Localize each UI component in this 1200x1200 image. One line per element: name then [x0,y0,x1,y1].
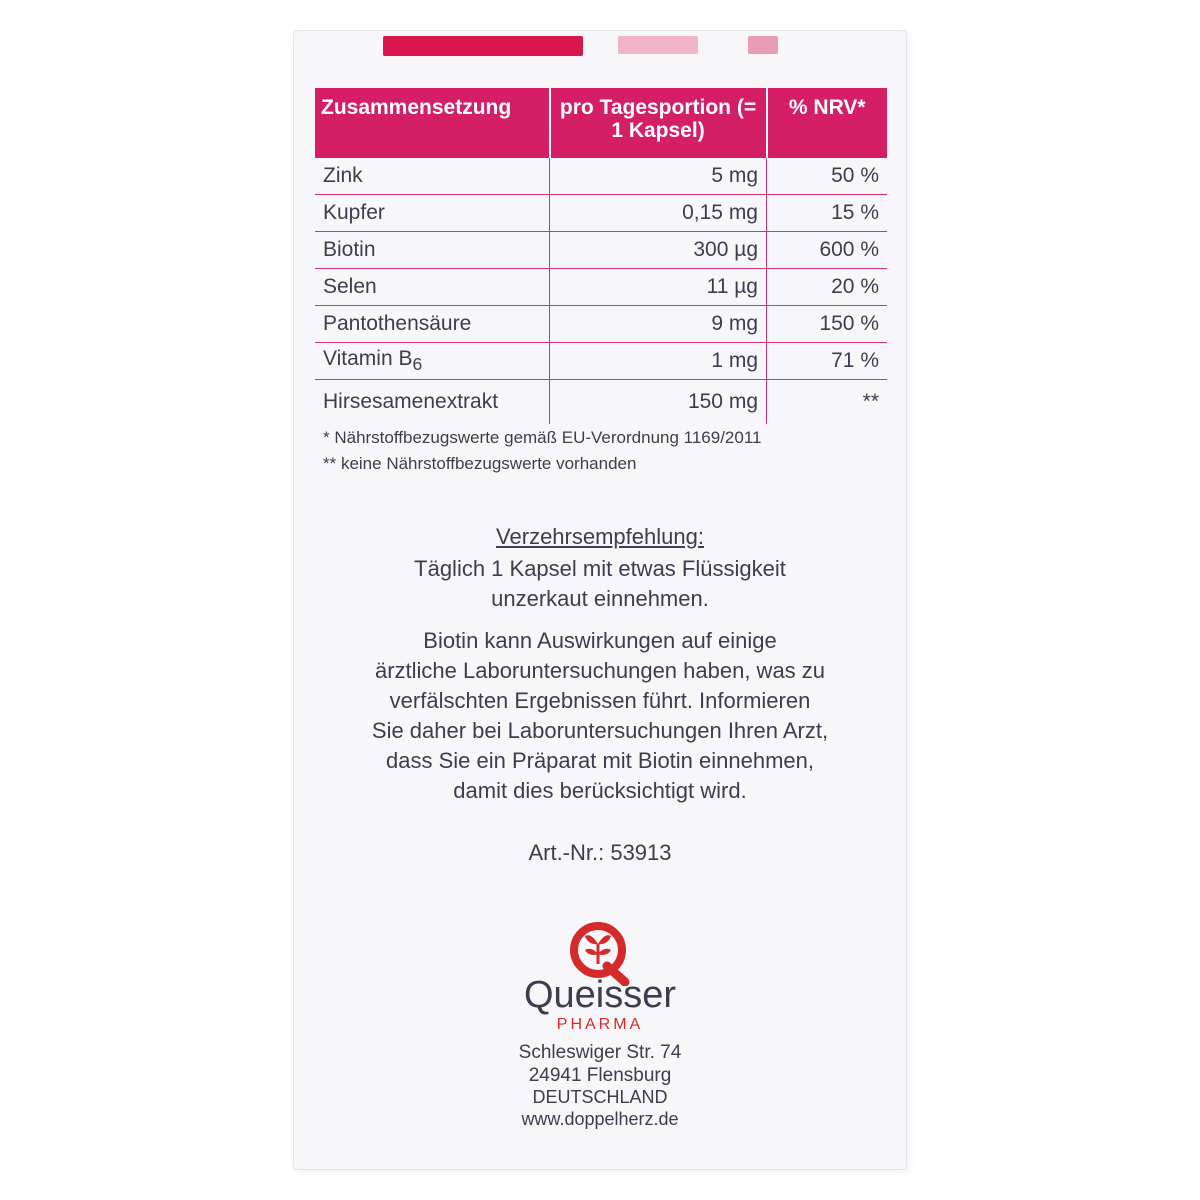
warning-line: Sie daher bei Laboruntersuchungen Ihren Arzt, [371,718,829,743]
vitamin-subscript: 6 [412,354,423,375]
ingredient-amount: 1 mg [550,343,767,380]
ingredient-nrv: 150 % [767,306,888,343]
header-composition: Zusammensetzung [315,88,550,158]
package-top-flap-red [383,36,583,56]
header-nrv: % NRV* [767,88,888,158]
ingredient-nrv: 600 % [767,232,888,269]
address-street: Schleswiger Str. 74 [518,1042,682,1063]
table-row [315,158,887,195]
warning-line: dass Sie ein Präparat mit Biotin einnehmen, [385,748,814,773]
ingredient-amount: 150 mg [550,380,767,425]
ingredient-name: Kupfer [315,195,550,232]
ingredient-amount: 9 mg [550,306,767,343]
table-row [315,269,887,306]
website: www.doppelherz.de [521,1109,679,1129]
ingredient-amount: 11 µg [550,269,767,306]
warning-line: ärztliche Laboruntersuchungen haben, was zu [374,658,826,683]
table-row [315,380,887,425]
ingredient-nrv: 20 % [767,269,888,306]
ingredient-nrv: 71 % [767,343,888,380]
ingredient-name [315,343,550,380]
address-city: 24941 Flensburg [528,1065,672,1086]
footnote-no-nrv: ** keine Nährstoffbezugswerte vorhanden [323,454,637,473]
nutrition-table-header [315,88,887,158]
warning-line: Biotin kann Auswirkungen auf einige [423,628,777,653]
package-back [293,30,907,1170]
nutrition-table [315,88,887,424]
usage-line-2: unzerkaut einnehmen. [491,586,709,611]
ingredient-nrv: 50 % [767,158,888,195]
header-daily-portion: pro Tagesportion (= 1 Kapsel) [550,88,767,158]
usage-line-1: Täglich 1 Kapsel mit etwas Flüssigkeit [414,556,786,581]
ingredient-amount: 300 µg [550,232,767,269]
footnote-nrv: * Nährstoffbezugswerte gemäß EU-Verordnung 1169/2011 [323,428,762,447]
vitamin-name: Vitamin B [323,346,413,370]
ingredient-name: Hirsesamenextrakt [315,380,550,425]
ingredient-nrv: ** [862,390,879,413]
warning-line: verfälschten Ergebnissen führt. Informieren [389,688,811,713]
article-number: Art.-Nr.: 53913 [528,840,672,865]
ingredient-amount: 0,15 mg [550,195,767,232]
table-row [315,343,887,380]
ingredient-name: Selen [315,269,550,306]
table-row [315,232,887,269]
address-country: DEUTSCHLAND [532,1087,668,1107]
package-top-flap-pink-small [748,36,778,54]
brand-name: Queisser [523,974,677,1016]
usage-heading: Verzehrsempfehlung: [496,524,704,549]
package-top-flap-pink [618,36,698,54]
table-row [315,195,887,232]
brand-subtitle: PHARMA [556,1016,644,1033]
warning-line: damit dies berücksichtigt wird. [453,778,747,803]
ingredient-name: Zink [315,158,550,195]
ingredient-nrv: 15 % [767,195,888,232]
ingredient-name: Biotin [315,232,550,269]
ingredient-name: Pantothensäure [315,306,550,343]
table-row [315,306,887,343]
ingredient-amount: 5 mg [550,158,767,195]
